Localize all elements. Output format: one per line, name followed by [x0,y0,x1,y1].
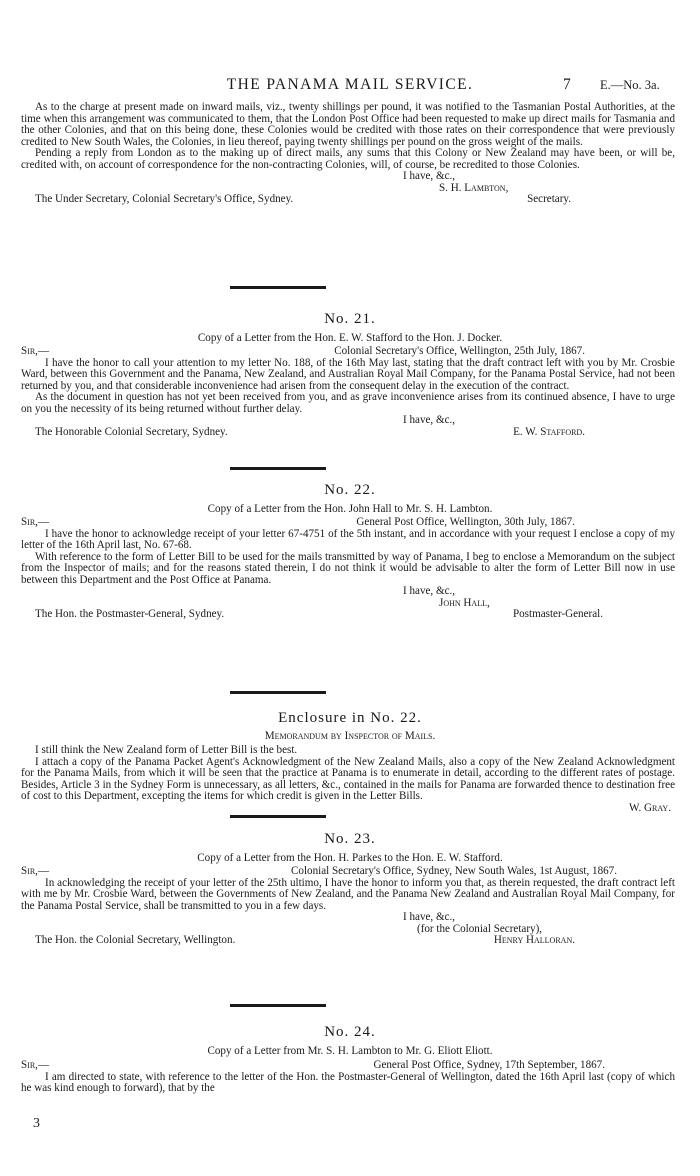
paragraph: I am directed to state, with reference to the letter of the Hon. the Postmaster-General of Wellington, dated the 16th April last (copy of which he was kind enough to forward), that by the [21,1070,675,1094]
enclosure-body [21,745,675,814]
addressee-line [21,609,675,621]
paragraph: As to the charge at present made on inward mails, viz., twenty shillings per pound, it was notified to the Tasmanian Postal Authorities, at the time when this arrangement was communicated to them, that the London Post Office had been requested to make up direct mails for Tasmania and the other Colonies, and that on this being done, these Colonies would be credited with those rates on their correspondence that were previously credited to New South Wales, the Colonies, in lieu thereof, paying twenty shillings per pound on the gross weight of the mails. [21,101,675,148]
addressee: The Honorable Colonial Secretary, Sydney. [35,425,228,438]
dateline: General Post Office, Sydney, 17th September, 1867. [373,1059,605,1071]
letter-subtitle: Copy of a Letter from the Hon. H. Parkes to the Hon. E. W. Stafford. [197,852,503,864]
paragraph: Pending a reply from London as to the making up of direct mails, any sums that this Colony or New Zealand may have been, or will be, credited with, on account of correspondence for the non-contracting Colonies, will, of course, be recredited to those Colonies. [21,147,675,171]
signatory-title: Secretary. [527,193,571,205]
salutation: Sir,— [21,1059,50,1071]
section-divider [230,286,326,289]
paragraph: With reference to the form of Letter Bill to be used for the mails transmitted by way of Panama, I beg to enclose a Memorandum on the subject from the Inspector of mails; and for the reasons stated therein, I do not think it would be advisable to alter the form of Letter Bill now in use between this Department and the Post Office at Panama. [21,550,675,586]
running-header [0,76,700,96]
paragraph: As the document in question has not yet been received from you, and as grave inconvenience arises from its continued absence, I have to urge on you the necessity of its being returned without further delay. [21,391,675,415]
document-reference: E.—No. 3a. [600,78,660,92]
letter-24-body [21,1060,675,1095]
salutation-line [21,346,675,358]
page-number: 7 [563,76,571,93]
paragraph: In acknowledging the receipt of your letter of the 25th ultimo, I have the honor to inform you that, as therein requested, the draft contract left with me by Mr. Crosbie Ward, between the Governments of New Zealand, and the Panama New Zealand and Australian Royal Mail Company, for the Panama Postal Service, shall be transmitted to you in a few days. [21,876,675,912]
section-divider [230,1004,326,1007]
dateline: Colonial Secretary's Office, Sydney, New South Wales, 1st August, 1867. [291,865,617,877]
signature: E. W. Stafford. [513,425,585,438]
closing: I have, &c., [403,170,456,182]
salutation: Sir,— [21,865,50,877]
closing: I have, &c., [403,414,456,426]
closing: I have, &c., [403,911,456,923]
enclosure-subtitle: Memorandum by Inspector of Mails. [264,730,436,742]
section-divider [230,815,326,818]
addressee: The Hon. the Postmaster-General, Sydney. [35,608,225,620]
letter-21-body [21,346,675,438]
addressee: The Under Secretary, Colonial Secretary's Office, Sydney. [35,193,294,205]
letter-number: No. 22. [324,482,376,498]
continuation-block [21,102,675,206]
signature: Henry Halloran. [493,934,575,946]
dateline: General Post Office, Wellington, 30th July, 1867. [356,516,575,528]
paragraph: I still think the New Zealand form of Letter Bill is the best. [35,744,298,756]
enclosure-heading: Enclosure in No. 22. [278,710,422,726]
letter-subtitle: Copy of a Letter from the Hon. E. W. Stafford to the Hon. J. Docker. [197,332,503,344]
dateline: Colonial Secretary's Office, Wellington, 25th July, 1867. [334,345,585,357]
salutation-line [21,1060,675,1072]
signatory-title: Postmaster-General. [512,608,603,620]
signature-mark: 3 [33,1116,40,1131]
letter-number: No. 24. [324,1024,376,1040]
section-divider [230,691,326,694]
letter-23-body [21,866,675,947]
letter-22-body [21,517,675,621]
salutation: Sir,— [21,345,50,357]
signature: S. H. Lambton, [439,181,509,194]
paragraph: I have the honor to call your attention to my letter No. 188, of the 16th May last, stating that the draft contract left with you by Mr. Crosbie Ward, between this Government and the Panama, New Zealand, and Australian Royal Mail Company, for the Panama Postal Service, had not been returned by you, and that considerable inconvenience had arisen from the consequent delay in the execution of the contract. [21,356,675,392]
closing: I have, &c., [403,585,456,597]
salutation-line [21,866,675,878]
signature: John Hall, [439,596,490,609]
for-line: (for the Colonial Secretary), [417,922,543,935]
letter-subtitle: Copy of a Letter from Mr. S. H. Lambton to Mr. G. Eliott Eliott. [207,1045,493,1057]
addressee-line [21,935,675,947]
addressee-line [21,194,675,206]
letter-number: No. 23. [324,831,376,847]
addressee-line [21,427,675,439]
paragraph: I have the honor to acknowledge receipt of your letter 67-4751 of the 5th instant, and in accordance with your request I enclose a copy of my letter of the 16th April last, No. 67-68. [21,527,675,551]
addressee: The Hon. the Colonial Secretary, Wellington. [35,934,236,946]
salutation: Sir,— [21,516,50,528]
section-divider [230,467,326,470]
letter-subtitle: Copy of a Letter from the Hon. John Hall to Mr. S. H. Lambton. [207,503,493,515]
salutation-line [21,517,675,529]
paragraph: I attach a copy of the Panama Packet Agent's Acknowledgment of the New Zealand Mails, also a copy of the New Zealand Acknowledgment for the Panama Mails, from which it will be seen that the practice at Panama is to enumerate in detail, according to the different rates of postage. Besides, Article 3 in the Sydney Form is unnecessary, as all letters, &c., contained in the mails for Panama are forwarded thence to destination free of cost to this Department, excepting the items for which credit is given in the Letter Bills. [21,755,675,802]
signature: W. Gray. [629,801,671,814]
letter-number: No. 21. [324,311,376,327]
page-title: THE PANAMA MAIL SERVICE. [226,76,474,93]
